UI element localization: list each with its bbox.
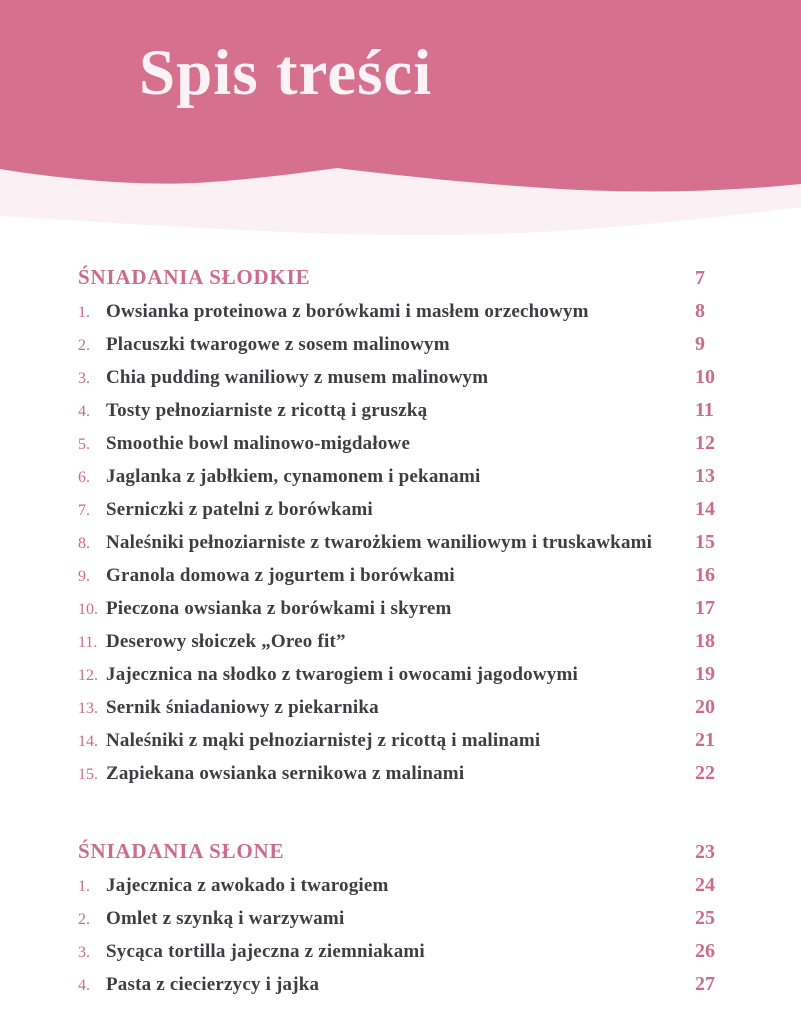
table-of-contents <box>0 245 801 1006</box>
item-label: Granola domowa z jogurtem i borówkami <box>106 565 455 586</box>
section-page-number: 23 <box>695 841 715 863</box>
item-page-number: 22 <box>695 762 715 784</box>
item-page-number: 13 <box>695 465 715 487</box>
item-page-number: 12 <box>695 432 715 454</box>
item-page-number: 20 <box>695 696 715 718</box>
item-page-number: 21 <box>695 729 715 751</box>
item-number: 5. <box>78 436 90 453</box>
toc-item[interactable] <box>78 907 741 940</box>
toc-item-list <box>78 874 741 1006</box>
item-label: Jajecznica z awokado i twarogiem <box>106 875 389 896</box>
item-page-number: 11 <box>695 399 714 421</box>
toc-item[interactable] <box>78 696 741 729</box>
section-page-number: 7 <box>695 267 705 289</box>
item-number: 3. <box>78 370 90 387</box>
item-page-number: 9 <box>695 333 705 355</box>
item-number: 2. <box>78 337 90 354</box>
item-number: 1. <box>78 878 90 895</box>
item-label: Placuszki twarogowe z sosem malinowym <box>106 334 450 355</box>
item-page-number: 8 <box>695 300 705 322</box>
section-title: ŚNIADANIA SŁONE <box>78 839 285 863</box>
toc-item[interactable] <box>78 564 741 597</box>
item-label: Deserowy słoiczek „Oreo fit” <box>106 631 346 652</box>
toc-item[interactable] <box>78 432 741 465</box>
item-page-number: 15 <box>695 531 715 553</box>
item-page-number: 25 <box>695 907 715 929</box>
item-page-number: 14 <box>695 498 715 520</box>
item-label: Smoothie bowl malinowo-migdałowe <box>106 433 411 454</box>
item-number: 7. <box>78 502 90 519</box>
toc-item[interactable] <box>78 531 741 564</box>
toc-item[interactable] <box>78 333 741 366</box>
toc-item[interactable] <box>78 300 741 333</box>
item-number: 3. <box>78 944 90 961</box>
item-label: Sycąca tortilla jajeczna z ziemniakami <box>106 941 425 962</box>
toc-item[interactable] <box>78 498 741 531</box>
toc-section <box>78 839 741 1006</box>
item-label: Tosty pełnoziarniste z ricottą i gruszką <box>106 400 428 421</box>
item-number: 10. <box>78 601 98 618</box>
item-number: 1. <box>78 304 90 321</box>
toc-item[interactable] <box>78 399 741 432</box>
item-number: 14. <box>78 733 98 750</box>
toc-section-header[interactable] <box>78 839 741 872</box>
toc-section-header[interactable] <box>78 265 741 298</box>
item-page-number: 10 <box>695 366 715 388</box>
page-title: Spis treści <box>139 37 433 109</box>
item-page-number: 27 <box>695 973 715 995</box>
toc-item[interactable] <box>78 630 741 663</box>
toc-item[interactable] <box>78 366 741 399</box>
item-number: 4. <box>78 403 90 420</box>
toc-item[interactable] <box>78 762 741 795</box>
item-label: Sernik śniadaniowy z piekarnika <box>106 697 379 718</box>
item-number: 15. <box>78 766 98 783</box>
toc-section <box>78 265 741 795</box>
item-page-number: 16 <box>695 564 715 586</box>
item-label: Omlet z szynką i warzywami <box>106 908 345 929</box>
section-title: ŚNIADANIA SŁODKIE <box>78 265 311 289</box>
item-label: Naleśniki z mąki pełnoziarnistej z ricottą i malinami <box>106 730 541 751</box>
toc-item-list <box>78 300 741 795</box>
item-number: 12. <box>78 667 98 684</box>
toc-item[interactable] <box>78 874 741 907</box>
item-label: Serniczki z patelni z borówkami <box>106 499 373 520</box>
item-page-number: 24 <box>695 874 715 896</box>
item-label: Chia pudding waniliowy z musem malinowym <box>106 367 489 388</box>
item-label: Owsianka proteinowa z borówkami i masłem orzechowym <box>106 301 589 322</box>
toc-item[interactable] <box>78 729 741 762</box>
item-label: Jajecznica na słodko z twarogiem i owocami jagodowymi <box>106 664 578 685</box>
item-number: 11. <box>78 634 98 651</box>
item-label: Pasta z ciecierzycy i jajka <box>106 974 320 995</box>
item-number: 8. <box>78 535 90 552</box>
toc-item[interactable] <box>78 973 741 1006</box>
item-page-number: 18 <box>695 630 715 652</box>
toc-item[interactable] <box>78 940 741 973</box>
toc-item[interactable] <box>78 465 741 498</box>
item-page-number: 19 <box>695 663 715 685</box>
item-page-number: 26 <box>695 940 715 962</box>
item-label: Pieczona owsianka z borówkami i skyrem <box>106 598 452 619</box>
item-number: 4. <box>78 977 90 994</box>
toc-item[interactable] <box>78 597 741 630</box>
item-label: Jaglanka z jabłkiem, cynamonem i pekanami <box>106 466 481 487</box>
item-number: 13. <box>78 700 98 717</box>
item-label: Naleśniki pełnoziarniste z twarożkiem waniliowym i truskawkami <box>106 532 653 553</box>
item-number: 9. <box>78 568 90 585</box>
item-page-number: 17 <box>695 597 715 619</box>
page-header <box>0 0 801 245</box>
item-label: Zapiekana owsianka sernikowa z malinami <box>106 763 465 784</box>
item-number: 6. <box>78 469 90 486</box>
toc-item[interactable] <box>78 663 741 696</box>
item-number: 2. <box>78 911 90 928</box>
